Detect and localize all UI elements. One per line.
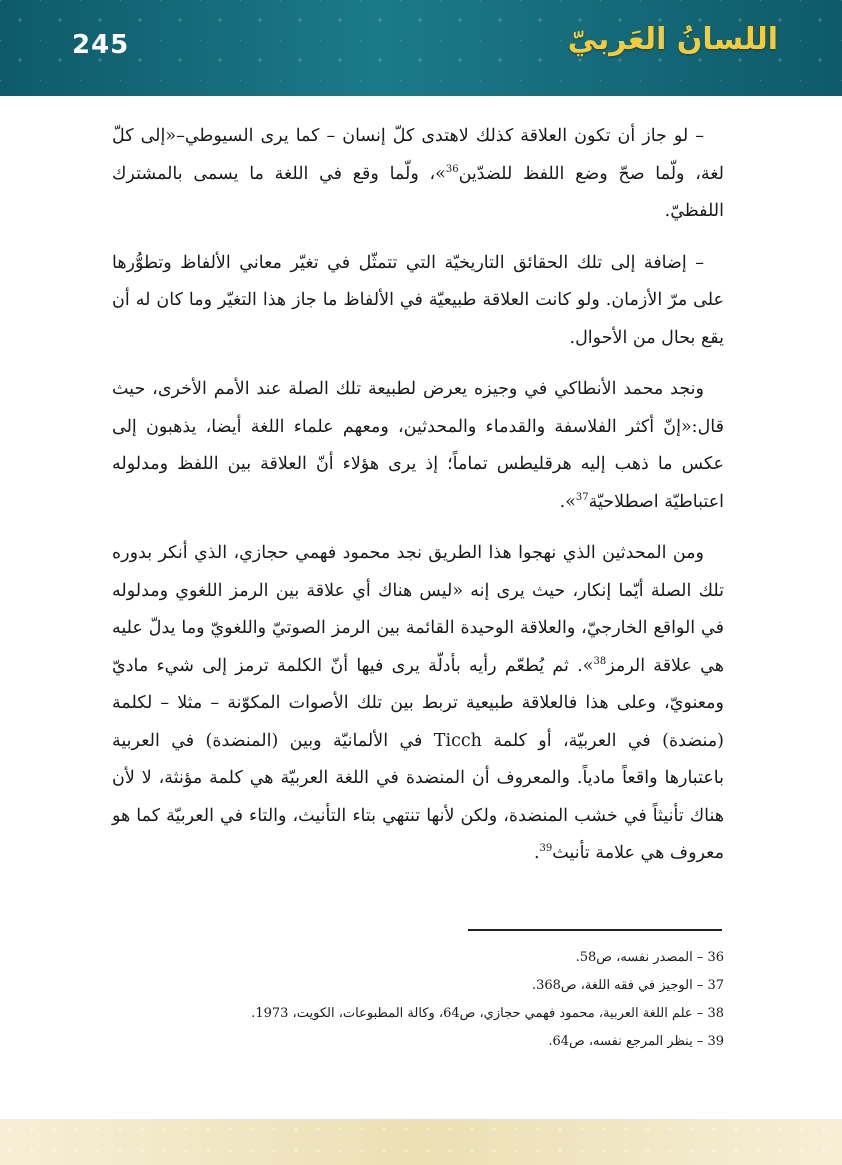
paragraph-1: [112, 118, 724, 231]
footnote-ref-38[interactable]: 38: [593, 655, 607, 667]
paragraph-4-text: ومن المحدثين الذي نهجوا هذا الطريق نجد محمود فهمي حجازي، الذي أنكر بدوره تلك الصلة أيّما إنكار، حيث يرى إنه «ليس هناك أي علاقة بين الرمز اللغوي ومدلوله في الواقع الخارجيّ، والعلاقة الوحيدة القائمة بين الرمز الصوتيّ واللغويّ وما يدلّ عليه هي علاقة الرمز: [112, 543, 725, 676]
paragraph-3: [112, 371, 724, 521]
paragraph-3-tail: ».: [559, 491, 576, 512]
footnote-ref-36[interactable]: 36: [445, 163, 459, 175]
footnote-ref-37[interactable]: 37: [575, 491, 589, 503]
paragraph-4: [112, 535, 724, 873]
footnotes: [112, 944, 724, 1056]
paragraph-1-tail: »، ولّما وقع في اللغة ما يسمى بالمشترك اللفظيّ.: [112, 163, 724, 221]
footnote-36: 36 – المصدر نفسه، ص58.: [575, 950, 724, 965]
paragraph-2-text: – إضافة إلى تلك الحقائق التاريخيّة التي تتمثّل في تغيّر معاني الألفاظ وتطوُّرها على مرّ الأزمان. ولو كانت العلاقة طبيعيّة في الألفاظ ما جاز هذا التغيّر وما كان له أن يقع بحال من الأحوال.: [112, 252, 724, 348]
paragraph-2: [112, 245, 724, 358]
journal-logo: اللسانُ العَربيّ: [567, 22, 778, 57]
footnote-ref-39[interactable]: 39: [539, 843, 553, 855]
paragraph-4-tail-2: .: [533, 843, 540, 863]
footnote-38: 38 – علم اللغة العربية، محمود فهمي حجازي، ص64، وكالة المطبوعات، الكويت، 1973.: [251, 1006, 724, 1021]
footer-pattern: [0, 1119, 842, 1165]
footnote-37: 37 – الوجيز في فقه اللغة، ص368.: [531, 978, 724, 993]
article-body: [112, 118, 724, 887]
footnote-39: 39 – ينظر المرجع نفسه، ص64.: [548, 1034, 724, 1049]
paragraph-4-tail: ». ثم يُطعّم رأيه بأدلّة يرى فيها أنّ الكلمة ترمز إلى شيء ماديّ ومعنويّ، وعلى هذا فالعلاقة طبيعية تربط بين تلك الأصوات المكوّنة – مثلا – لكلمة (منضدة) في العربيّة، أو كلمة Ticch في الألمانيّة وبين (المنضدة) في العربية باعتبارها واقعاً مادياً. والمعروف أن المنضدة في اللغة العربيّة هي كلمة مؤنثة، لا لأن هناك تأنيثاً في خشب المنضدة، ولكن لأنها تنتهي بتاء التأنيث، والتاء في العربيّة كما هو معروف هي علامة تأنيث: [112, 655, 724, 863]
paragraph-3-text: ونجد محمد الأنطاكي في وجيزه يعرض لطبيعة تلك الصلة عند الأمم الأخرى، حيث قال:«إنّ أكثر الفلاسفة والقدماء والمحدثين، ومعهم علماء اللغة أيضا، يذهبون إلى عكس ما ذهب إليه هرقليطس تماماً؛ إذ يرى هؤلاء أنّ العلاقة بين اللفظ ومدلوله اعتباطيّة اصطلاحيّة: [112, 379, 724, 512]
page-header: [0, 0, 842, 96]
footnote-divider: [468, 929, 722, 931]
page-number: 245: [72, 30, 130, 60]
footer-band: [0, 1119, 842, 1165]
paragraph-1-text: – لو جاز أن تكون العلاقة كذلك لاهتدى كلّ إنسان – كما يرى السيوطي–«إلى كلّ لغة، ولّما صحّ وضع اللفظ للضدّين: [112, 126, 725, 184]
